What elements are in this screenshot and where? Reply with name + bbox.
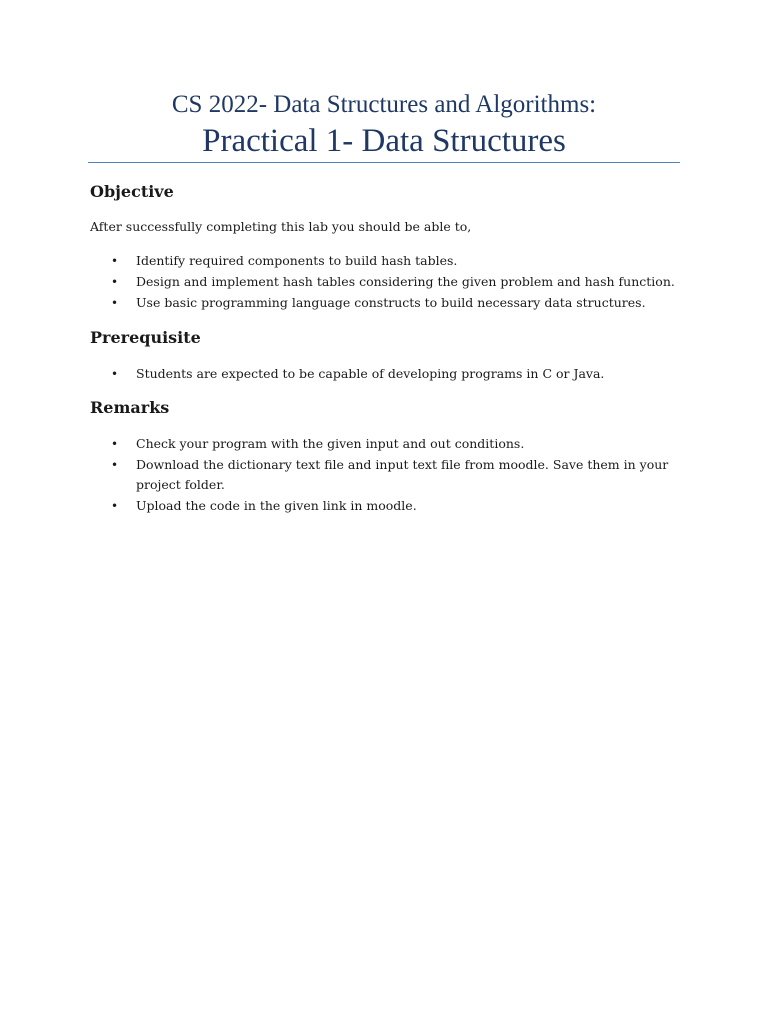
- bullet-icon: •: [111, 437, 119, 451]
- list-item-text: Upload the code in the given link in moodle.: [136, 498, 417, 513]
- prerequisite-section: [90, 327, 690, 385]
- objective-heading: Objective: [90, 182, 174, 201]
- remarks-list: [90, 434, 690, 516]
- list-item: [90, 434, 690, 454]
- list-item-text: Students are expected to be capable of developing programs in C or Java.: [136, 366, 605, 381]
- prerequisite-list: [90, 364, 690, 384]
- course-subtitle: CS 2022- Data Structures and Algorithms:: [171, 91, 597, 118]
- list-item: [90, 251, 690, 271]
- objective-section: [90, 181, 690, 314]
- bullet-icon: •: [111, 499, 119, 513]
- title-block: [88, 88, 680, 160]
- list-item: [90, 364, 690, 384]
- list-item-text: Design and implement hash tables considering the given problem and hash function.: [136, 274, 675, 289]
- bullet-icon: •: [111, 296, 119, 310]
- list-item: [90, 293, 690, 313]
- objective-list: [90, 251, 690, 313]
- list-item-text: Use basic programming language constructs to build necessary data structures.: [136, 295, 646, 310]
- bullet-icon: •: [111, 458, 119, 472]
- list-item-text: Check your program with the given input and out conditions.: [136, 436, 525, 451]
- bullet-icon: •: [111, 367, 119, 381]
- list-item-text: Download the dictionary text file and input text file from moodle. Save them in your project folder.: [136, 457, 669, 492]
- remarks-section: [90, 397, 690, 517]
- list-item: [90, 272, 690, 292]
- title-divider: [88, 162, 680, 163]
- page-title: Practical 1- Data Structures: [202, 123, 566, 159]
- list-item: [90, 496, 690, 516]
- prerequisite-heading: Prerequisite: [90, 328, 201, 347]
- remarks-heading: Remarks: [90, 398, 170, 417]
- list-item-text: Identify required components to build hash tables.: [136, 253, 458, 268]
- objective-intro: After successfully completing this lab you should be able to,: [90, 219, 472, 234]
- list-item: [90, 455, 690, 495]
- bullet-icon: •: [111, 275, 119, 289]
- bullet-icon: •: [111, 254, 119, 268]
